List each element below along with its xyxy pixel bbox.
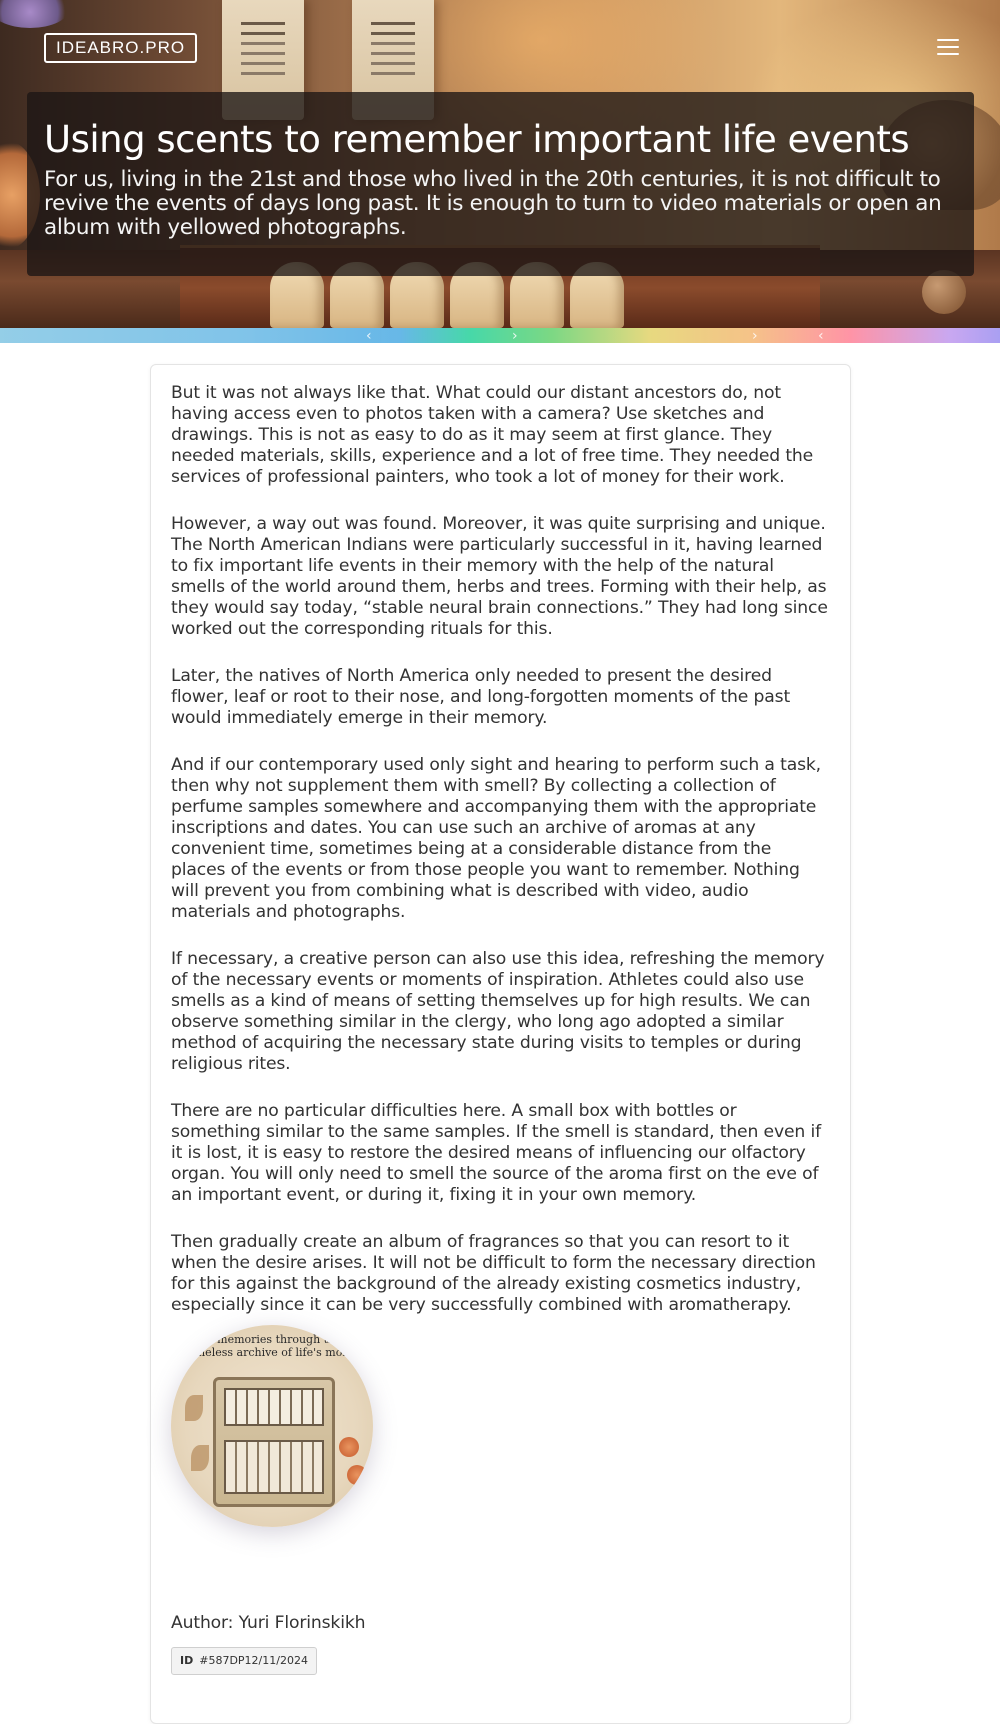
- article-paragraph: However, a way out was found. Moreover, it was quite surprising and unique. The North American Indians were particularly successful in it, having learned to fix important life events in their memory with the help of the natural smells of the world around them, herbs and trees. Forming with their help, as they would say today, “stable neural brain connections.” They had long since worked out the corresponding rituals for this.: [171, 514, 828, 639]
- leaf-decoration: [191, 1445, 209, 1471]
- page-subtitle: For us, living in the 21st and those who lived in the 20th centuries, it is not difficult to revive the events of days long past. It is enough to turn to video materials or open an album with yellowed photographs.: [44, 167, 942, 240]
- illustration-caption-line2: imeless archive of life's mom: [191, 1346, 353, 1359]
- scent-archive-case: [213, 1377, 335, 1507]
- hero-text-panel: [27, 92, 974, 276]
- article-paragraph: Later, the natives of North America only needed to present the desired flower, leaf or root to their nose, and long-forgotten moments of the past would immediately emerge in their memory.: [171, 666, 791, 728]
- site-logo[interactable]: IDEABRO.PRO: [44, 33, 197, 63]
- page-title: Using scents to remember important life events: [44, 118, 910, 161]
- hero-ball-decoration: [922, 270, 966, 314]
- rainbow-divider: [0, 328, 1000, 343]
- chevron-left-icon: ‹: [818, 328, 824, 344]
- id-value: #587DP12/11/2024: [199, 1654, 308, 1667]
- chevron-right-icon: ›: [752, 328, 758, 344]
- article-paragraph: And if our contemporary used only sight and hearing to perform such a task, then why not supplement them with smell? By collecting a collection of perfume samples somewhere and accompanying them with the appropriate inscriptions and dates. You can use such an archive of aromas at any convenient time, sometimes being at a considerable distance from the places of the events or from those people you want to remember. Nothing will prevent you from combining what is described with video, audio materials and photographs.: [171, 755, 821, 922]
- article-card: [150, 364, 851, 1724]
- leaf-decoration: [185, 1395, 203, 1421]
- article-paragraph: Then gradually create an album of fragrances so that you can resort to it when the desire arises. It will not be difficult to form the necessary direction for this against the background of the already existing cosmetics industry, especially since it can be very successfully combined with aromatherapy.: [171, 1232, 816, 1315]
- article-id-badge: [171, 1647, 317, 1675]
- hero-banner: [0, 0, 1000, 328]
- article-author: Author: Yuri Florinskikh: [171, 1613, 366, 1633]
- chevron-right-icon: ›: [512, 328, 518, 344]
- blossom-decoration: [347, 1465, 367, 1485]
- article-illustration: [171, 1325, 373, 1527]
- article-paragraph: If necessary, a creative person can also use this idea, refreshing the memory of the necessary events or moments of inspiration. Athletes could also use smells as a kind of means of setting themselves up for high results. We can observe something similar in the clergy, who long ago adopted a similar method of acquiring the necessary state during visits to temples or during religious rites.: [171, 949, 825, 1074]
- illustration-caption-line1: e memories through tir: [207, 1333, 337, 1346]
- blossom-decoration: [339, 1437, 359, 1457]
- menu-icon[interactable]: [937, 37, 961, 57]
- id-label: ID: [180, 1654, 194, 1667]
- hero-flower-decoration: [0, 0, 70, 28]
- article-paragraph: But it was not always like that. What could our distant ancestors do, not having access even to photos taken with a camera? Use sketches and drawings. This is not as easy to do as it may seem at first glance. They needed materials, skills, experience and a lot of free time. They needed the services of professional painters, who took a lot of money for their work.: [171, 383, 814, 487]
- chevron-left-icon: ‹: [366, 328, 372, 344]
- article-paragraph: There are no particular difficulties here. A small box with bottles or something similar to the same samples. If the smell is standard, then even if it is lost, it is easy to restore the desired means of influencing our olfactory organ. You will only need to smell the source of the aroma first on the eve of an important event, or during it, fixing it in your own memory.: [171, 1101, 821, 1205]
